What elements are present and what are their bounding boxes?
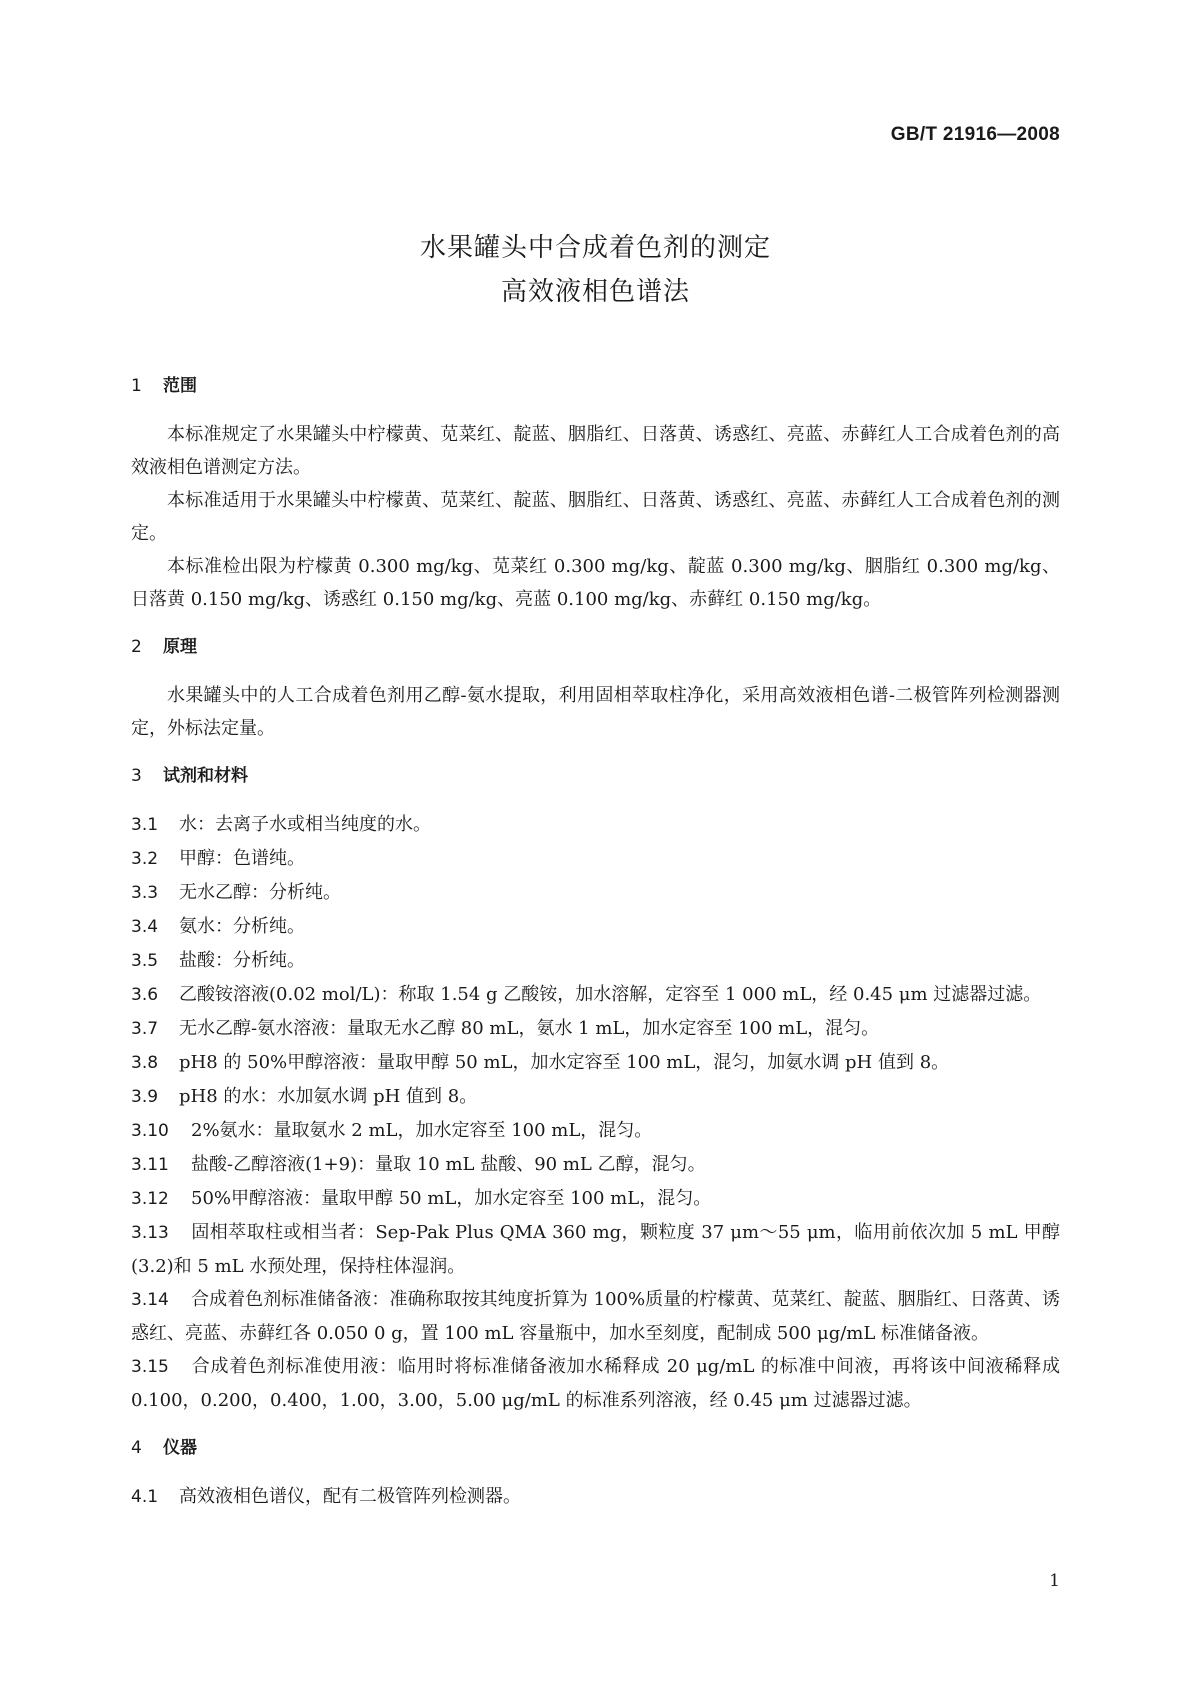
- section-2-heading: [131, 631, 1060, 664]
- section-4-heading: [131, 1432, 1060, 1465]
- section-1-heading: [131, 370, 1060, 403]
- section-title: 原理: [163, 637, 197, 657]
- item-number: 3.4: [131, 917, 159, 937]
- item-number: 3.14: [131, 1290, 169, 1310]
- list-item: [131, 808, 1060, 842]
- item-text: 2%氨水：量取氨水 2 mL，加水定容至 100 mL，混匀。: [191, 1120, 653, 1141]
- list-item: [131, 1148, 1060, 1182]
- list-item: [131, 842, 1060, 876]
- item-text: 乙酸铵溶液(0.02 mol/L)：称取 1.54 g 乙酸铵，加水溶解，定容至 1 000 mL，经 0.45 μm 过滤器过滤。: [179, 984, 1042, 1005]
- item-number: 3.11: [131, 1155, 169, 1175]
- item-number: 3.9: [131, 1087, 159, 1107]
- section-3-heading: [131, 760, 1060, 793]
- item-number: 3.10: [131, 1121, 169, 1141]
- item-text: 固相萃取柱或相当者：Sep-Pak Plus QMA 360 mg，颗粒度 37 μm～55 μm，临用前依次加 5 mL 甲醇(3.2)和 5 mL 水预处理，保持柱体湿润。: [131, 1222, 1060, 1277]
- document-body: [131, 370, 1060, 1514]
- item-text: 无水乙醇：分析纯。: [179, 882, 341, 903]
- list-item: [131, 944, 1060, 978]
- item-text: 无水乙醇-氨水溶液：量取无水乙醇 80 mL，氨水 1 mL，加水定容至 100 mL，混匀。: [179, 1018, 880, 1039]
- section-title: 仪器: [163, 1438, 197, 1458]
- item-number: 3.8: [131, 1053, 159, 1073]
- list-item: [131, 1046, 1060, 1080]
- item-number: 3.7: [131, 1019, 159, 1039]
- list-item: [131, 1012, 1060, 1046]
- item-number: 3.3: [131, 883, 159, 903]
- document-title: [0, 226, 1191, 314]
- section-3-body: [131, 808, 1060, 1417]
- paragraph: 本标准适用于水果罐头中柠檬黄、苋菜红、靛蓝、胭脂红、日落黄、诱惑红、亮蓝、赤藓红人工合成着色剂的测定。: [131, 490, 1060, 544]
- list-item: [131, 876, 1060, 910]
- list-item: [131, 1216, 1060, 1283]
- section-number: 1: [131, 376, 142, 396]
- item-number: 3.1: [131, 815, 159, 835]
- list-item: [131, 1182, 1060, 1216]
- item-text: 合成着色剂标准储备液：准确称取按其纯度折算为 100%质量的柠檬黄、苋菜红、靛蓝、胭脂红、日落黄、诱惑红、亮蓝、赤藓红各 0.050 0 g，置 100 mL 容量瓶中，加水至刻度，配制成 500 μg/mL 标准储备液。: [131, 1289, 1060, 1344]
- section-2-body: [131, 679, 1060, 745]
- list-item: [131, 978, 1060, 1012]
- item-number: 3.2: [131, 849, 159, 869]
- title-line-1: 水果罐头中合成着色剂的测定: [419, 233, 771, 263]
- paragraph: 本标准规定了水果罐头中柠檬黄、苋菜红、靛蓝、胭脂红、日落黄、诱惑红、亮蓝、赤藓红人工合成着色剂的高效液相色谱测定方法。: [131, 424, 1060, 478]
- item-number: 4.1: [131, 1487, 159, 1507]
- list-item: [131, 1080, 1060, 1114]
- item-number: 3.5: [131, 951, 159, 971]
- list-item: [131, 910, 1060, 944]
- standard-code: GB/T 21916—2008: [890, 124, 1060, 145]
- title-line-2: 高效液相色谱法: [500, 277, 690, 307]
- section-number: 4: [131, 1438, 142, 1458]
- paragraph: 本标准检出限为柠檬黄 0.300 mg/kg、苋菜红 0.300 mg/kg、靛蓝 0.300 mg/kg、胭脂红 0.300 mg/kg、日落黄 0.150 mg/kg、诱惑红 0.150 mg/kg、亮蓝 0.100 mg/kg、赤藓红 0.150 mg/kg。: [131, 556, 1060, 610]
- item-text: 高效液相色谱仪，配有二极管阵列检测器。: [179, 1486, 521, 1507]
- item-text: pH8 的水：水加氨水调 pH 值到 8。: [179, 1086, 478, 1107]
- section-1-body: [131, 418, 1060, 616]
- section-number: 2: [131, 637, 142, 657]
- item-text: 盐酸：分析纯。: [179, 950, 305, 971]
- section-title: 范围: [163, 376, 197, 396]
- item-text: pH8 的 50%甲醇溶液：量取甲醇 50 mL，加水定容至 100 mL，混匀，加氨水调 pH 值到 8。: [179, 1052, 950, 1073]
- item-text: 50%甲醇溶液：量取甲醇 50 mL，加水定容至 100 mL，混匀。: [191, 1188, 712, 1209]
- list-item: [131, 1480, 1060, 1514]
- item-text: 水：去离子水或相当纯度的水。: [179, 814, 431, 835]
- list-item: [131, 1114, 1060, 1148]
- item-number: 3.13: [131, 1223, 169, 1243]
- list-item: [131, 1283, 1060, 1350]
- item-text: 盐酸-乙醇溶液(1+9)：量取 10 mL 盐酸、90 mL 乙醇，混匀。: [191, 1154, 706, 1175]
- item-number: 3.12: [131, 1189, 169, 1209]
- item-text: 合成着色剂标准使用液：临用时将标准储备液加水稀释成 20 μg/mL 的标准中间液，再将该中间液稀释成 0.100，0.200，0.400，1.00，3.00，5.00 μg/mL 的标准系列溶液，经 0.45 μm 过滤器过滤。: [131, 1356, 1060, 1411]
- section-4-body: [131, 1480, 1060, 1514]
- section-number: 3: [131, 766, 142, 786]
- item-number: 3.6: [131, 985, 159, 1005]
- item-text: 甲醇：色谱纯。: [179, 848, 305, 869]
- item-number: 3.15: [131, 1357, 169, 1377]
- item-text: 氨水：分析纯。: [179, 916, 305, 937]
- section-title: 试剂和材料: [163, 766, 248, 786]
- paragraph: 水果罐头中的人工合成着色剂用乙醇-氨水提取，利用固相萃取柱净化，采用高效液相色谱-二极管阵列检测器测定，外标法定量。: [131, 685, 1060, 739]
- page-number: 1: [1049, 1571, 1060, 1591]
- list-item: [131, 1350, 1060, 1417]
